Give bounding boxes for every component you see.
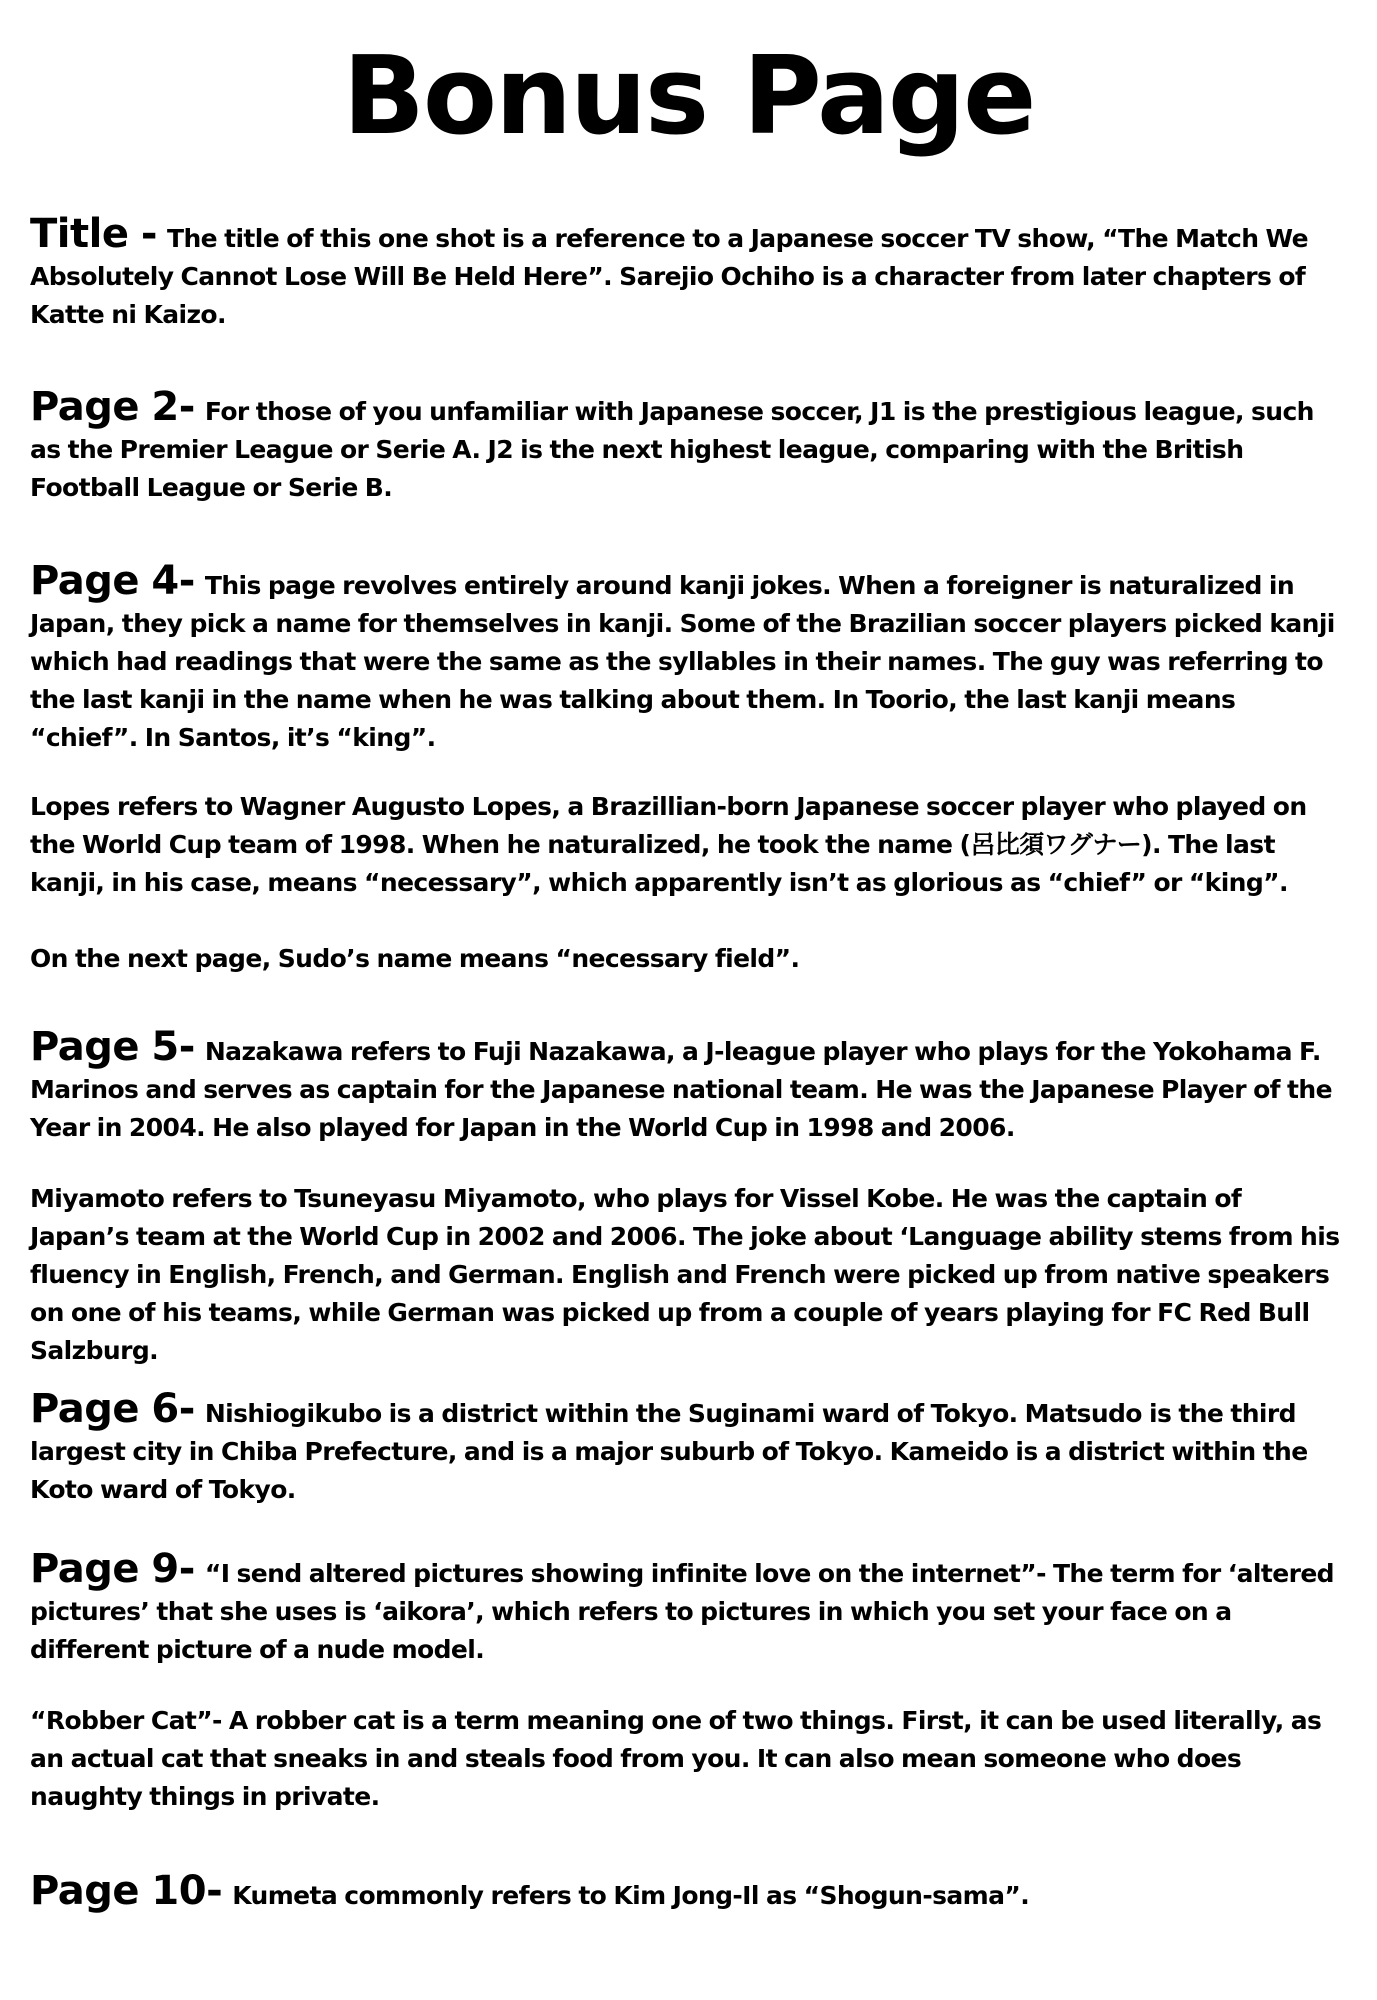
paragraph-text: “Robber Cat”- A robber cat is a term meaning one of two things. First, it can be used literally, as an actual cat that sneaks in and steals food from you. It can also mean someone who does naughty things in private. bbox=[30, 1706, 1322, 1811]
paragraph bbox=[30, 1386, 1346, 1509]
section-page-6 bbox=[30, 1386, 1346, 1509]
section-page-4-sudo bbox=[30, 940, 1346, 978]
paragraph bbox=[30, 384, 1346, 507]
section-title-note bbox=[30, 211, 1346, 334]
paragraph bbox=[30, 1546, 1346, 1669]
section-page-10 bbox=[30, 1868, 1346, 1915]
paragraph bbox=[30, 1024, 1346, 1147]
section-heading: Page 2- bbox=[30, 384, 195, 430]
paragraph bbox=[30, 211, 1346, 334]
paragraph-text: For those of you unfamiliar with Japanese soccer, J1 is the prestigious league, such as the Premier League or Serie A. J2 is the next highest league, comparing with the British Football League or Serie B. bbox=[30, 397, 1314, 502]
section-page-4-lopes bbox=[30, 788, 1346, 902]
section-page-9 bbox=[30, 1546, 1346, 1669]
section-heading: Page 6- bbox=[30, 1386, 195, 1432]
paragraph-text: Nazakawa refers to Fuji Nazakawa, a J-league player who plays for the Yokohama F. Marinos and serves as captain for the Japanese national team. He was the Japanese Player of the Year in 2004. He also played for Japan in the World Cup in 1998 and 2006. bbox=[30, 1037, 1332, 1142]
section-page-4 bbox=[30, 558, 1346, 757]
paragraph-text: This page revolves entirely around kanji jokes. When a foreigner is naturalized in Japan, they pick a name for themselves in kanji. Some of the Brazilian soccer players picked kanji which had readings that were the same as the syllables in their names. The guy was referring to the last kanji in the name when he was talking about them. In Toorio, the last kanji means “chief”. In Santos, it’s “king”. bbox=[30, 571, 1335, 752]
section-heading: Page 10- bbox=[30, 1868, 223, 1914]
section-heading: Page 4- bbox=[30, 558, 195, 604]
section-page-5-miyamoto bbox=[30, 1180, 1346, 1370]
paragraph-text: The title of this one shot is a reference to a Japanese soccer TV show, “The Match We Absolutely Cannot Lose Will Be Held Here”. Sarejio Ochiho is a character from later chapters of Katte ni Kaizo. bbox=[30, 224, 1308, 329]
section-page-9-robber-cat bbox=[30, 1702, 1346, 1816]
paragraph-text: Lopes refers to Wagner Augusto Lopes, a Brazillian-born Japanese soccer player who played on the World Cup team of 1998. When he naturalized, he took the name (呂比須ワグナー). The last kanji, in his case, means “necessary”, which apparently isn’t as glorious as “chief” or “king”. bbox=[30, 792, 1307, 897]
section-page-2 bbox=[30, 384, 1346, 507]
paragraph-text: On the next page, Sudo’s name means “necessary field”. bbox=[30, 944, 800, 973]
paragraph bbox=[30, 1868, 1346, 1915]
page-title: Bonus Page bbox=[342, 34, 1035, 159]
section-page-5 bbox=[30, 1024, 1346, 1147]
paragraph-text: Nishiogikubo is a district within the Suginami ward of Tokyo. Matsudo is the third largest city in Chiba Prefecture, and is a major suburb of Tokyo. Kameido is a district within the Koto ward of Tokyo. bbox=[30, 1399, 1308, 1504]
section-heading: Title - bbox=[30, 211, 157, 257]
paragraph-text: Kumeta commonly refers to Kim Jong-Il as “Shogun-sama”. bbox=[232, 1881, 1030, 1910]
paragraph-text: “I send altered pictures showing infinite love on the internet”- The term for ‘altered pictures’ that she uses is ‘aikora’, which refers to pictures in which you set your face on a different picture of a nude model. bbox=[30, 1559, 1334, 1664]
section-heading: Page 5- bbox=[30, 1024, 195, 1070]
paragraph bbox=[30, 558, 1346, 757]
paragraph-text: Miyamoto refers to Tsuneyasu Miyamoto, who plays for Vissel Kobe. He was the captain of Japan’s team at the World Cup in 2002 and 2006. The joke about ‘Language ability stems from his fluency in English, French, and German. English and French were picked up from native speakers on one of his teams, while German was picked up from a couple of years playing for FC Red Bull Salzburg. bbox=[30, 1184, 1340, 1365]
section-heading: Page 9- bbox=[30, 1546, 195, 1592]
